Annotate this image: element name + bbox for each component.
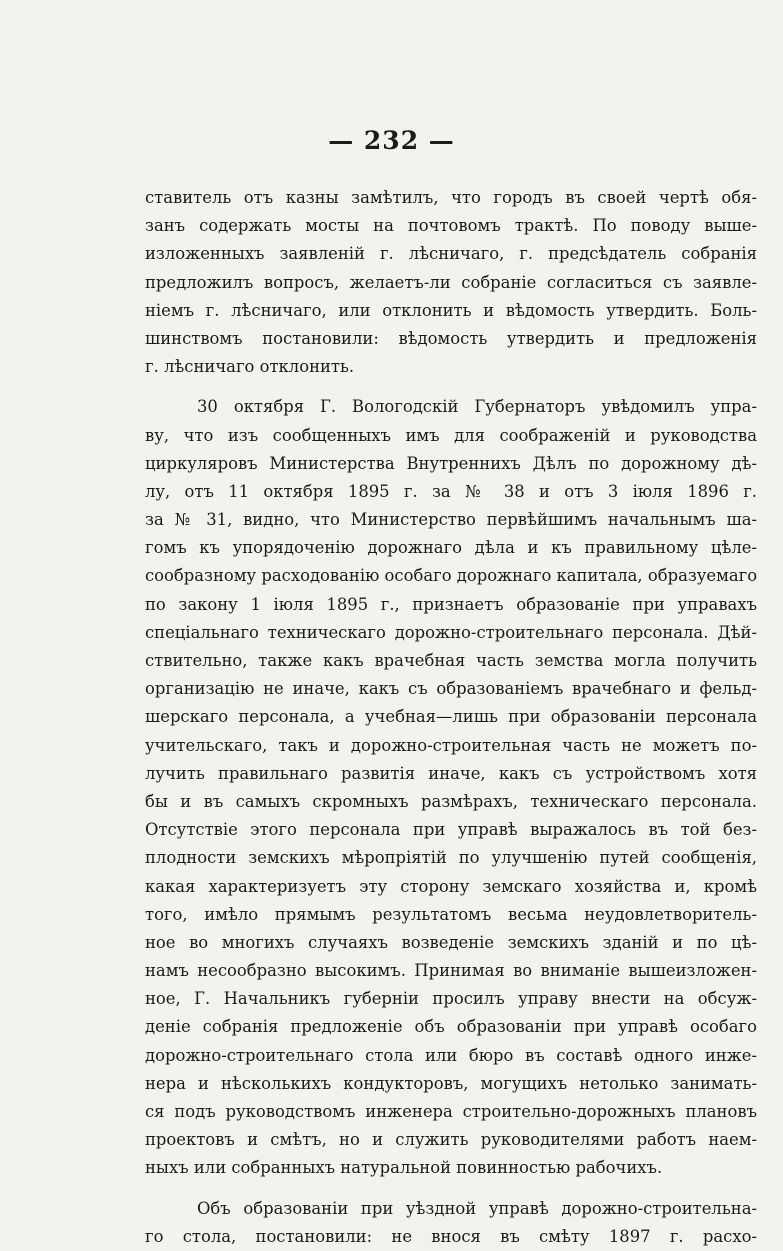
text-line: лучить правильнаго развитія иначе, какъ съ устройствомъ хотя [145,763,757,783]
text-line: учительскаго, такъ и дорожно-строительная часть не можетъ по- [145,735,757,755]
text-line: занъ содержать мосты на почтовомъ трактѣ. По поводу выше- [145,216,757,236]
text-line: по закону 1 іюля 1895 г., признаетъ образованіе при управахъ [145,594,757,614]
text-line: того, имѣло прямымъ результатомъ весьма неудовлетворитель- [145,904,757,924]
text-line: 30 октября Г. Вологодскій Губернаторъ увѣдомилъ упра- [197,397,757,417]
text-line: плодности земскихъ мѣропріятій по улучшенію путей сообщенія, [145,848,757,868]
text-line: нера и нѣсколькихъ кондукторовъ, могущихъ нетолько занимать- [145,1073,757,1093]
text-line: Объ образованіи при уѣздной управѣ дорожно-строительна- [197,1198,757,1218]
text-line: ву, что изъ сообщенныхъ имъ для соображеній и руководства [145,425,757,445]
text-line: гомъ къ упорядоченію дорожнаго дѣла и къ правильному цѣле- [145,538,757,558]
text-line: шинствомъ постановили: вѣдомость утвердить и предложенія [145,328,757,348]
text-line: лу, отъ 11 октября 1895 г. за № 38 и отъ 3 іюля 1896 г. [145,481,757,501]
text-line: го стола, постановили: не внося въ смѣту 1897 г. расхо- [145,1226,757,1246]
text-line: ніемъ г. лѣсничаго, или отклонить и вѣдомость утвердить. Боль- [145,300,757,320]
text-line: ствительно, также какъ врачебная часть земства могла получить [145,651,757,670]
body-text [145,184,757,1251]
paragraph [145,1195,757,1251]
text-line: бы и въ самыхъ скромныхъ размѣрахъ, техническаго персонала. [145,791,757,811]
text-line: какая характеризуетъ эту сторону земскаго хозяйства и, кромѣ [145,876,757,896]
text-line: ныхъ или собранныхъ натуральной повинностью рабочихъ. [145,1158,663,1178]
text-line: намъ несообразно высокимъ. Принимая во вниманіе вышеизложен- [145,961,757,981]
text-line: спеціальнаго техническаго дорожно-строительнаго персонала. Дѣй- [145,622,757,642]
text-line: Отсутствіе этого персонала при управѣ выражалось въ той без- [145,820,757,840]
paragraph [145,184,757,381]
text-line: за № 31, видно, что Министерство первѣйшимъ начальнымъ ша- [145,510,757,530]
text-line: ное во многихъ случаяхъ возведеніе земскихъ зданій и по цѣ- [145,932,757,952]
text-line: предложилъ вопросъ, желаетъ-ли собраніе согласиться съ заявле- [145,272,757,292]
paragraph [145,393,757,1182]
text-line: проектовъ и смѣтъ, но и служить руководителями работъ наем- [145,1130,757,1150]
page-number: — 232 — [328,126,455,155]
text-line: организацію не иначе, какъ съ образованіемъ врачебнаго и фельд- [145,679,757,699]
text-line: изложенныхъ заявленій г. лѣсничаго, г. предсѣдатель собранія [145,244,757,264]
text-line: циркуляровъ Министерства Внутреннихъ Дѣлъ по дорожному дѣ- [145,453,757,473]
text-line: ставитель отъ казны замѣтилъ, что городъ въ своей чертѣ обя- [145,188,757,207]
text-line: ся подъ руководствомъ инженера строительно-дорожныхъ плановъ [145,1102,757,1121]
text-line: деніе собранія предложеніе объ образованіи при управѣ особаго [145,1017,757,1037]
text-line: г. лѣсничаго отклонить. [145,357,355,377]
text-line: дорожно-строительнаго стола или бюро въ составѣ одного инже- [145,1045,757,1065]
text-line: шерскаго персонала, а учебная—лишь при образованіи персонала [145,707,757,727]
text-line: ное, Г. Начальникъ губерніи просилъ управу внести на обсуж- [145,989,757,1009]
text-line: сообразному расходованію особаго дорожнаго капитала, образуемаго [145,566,758,586]
